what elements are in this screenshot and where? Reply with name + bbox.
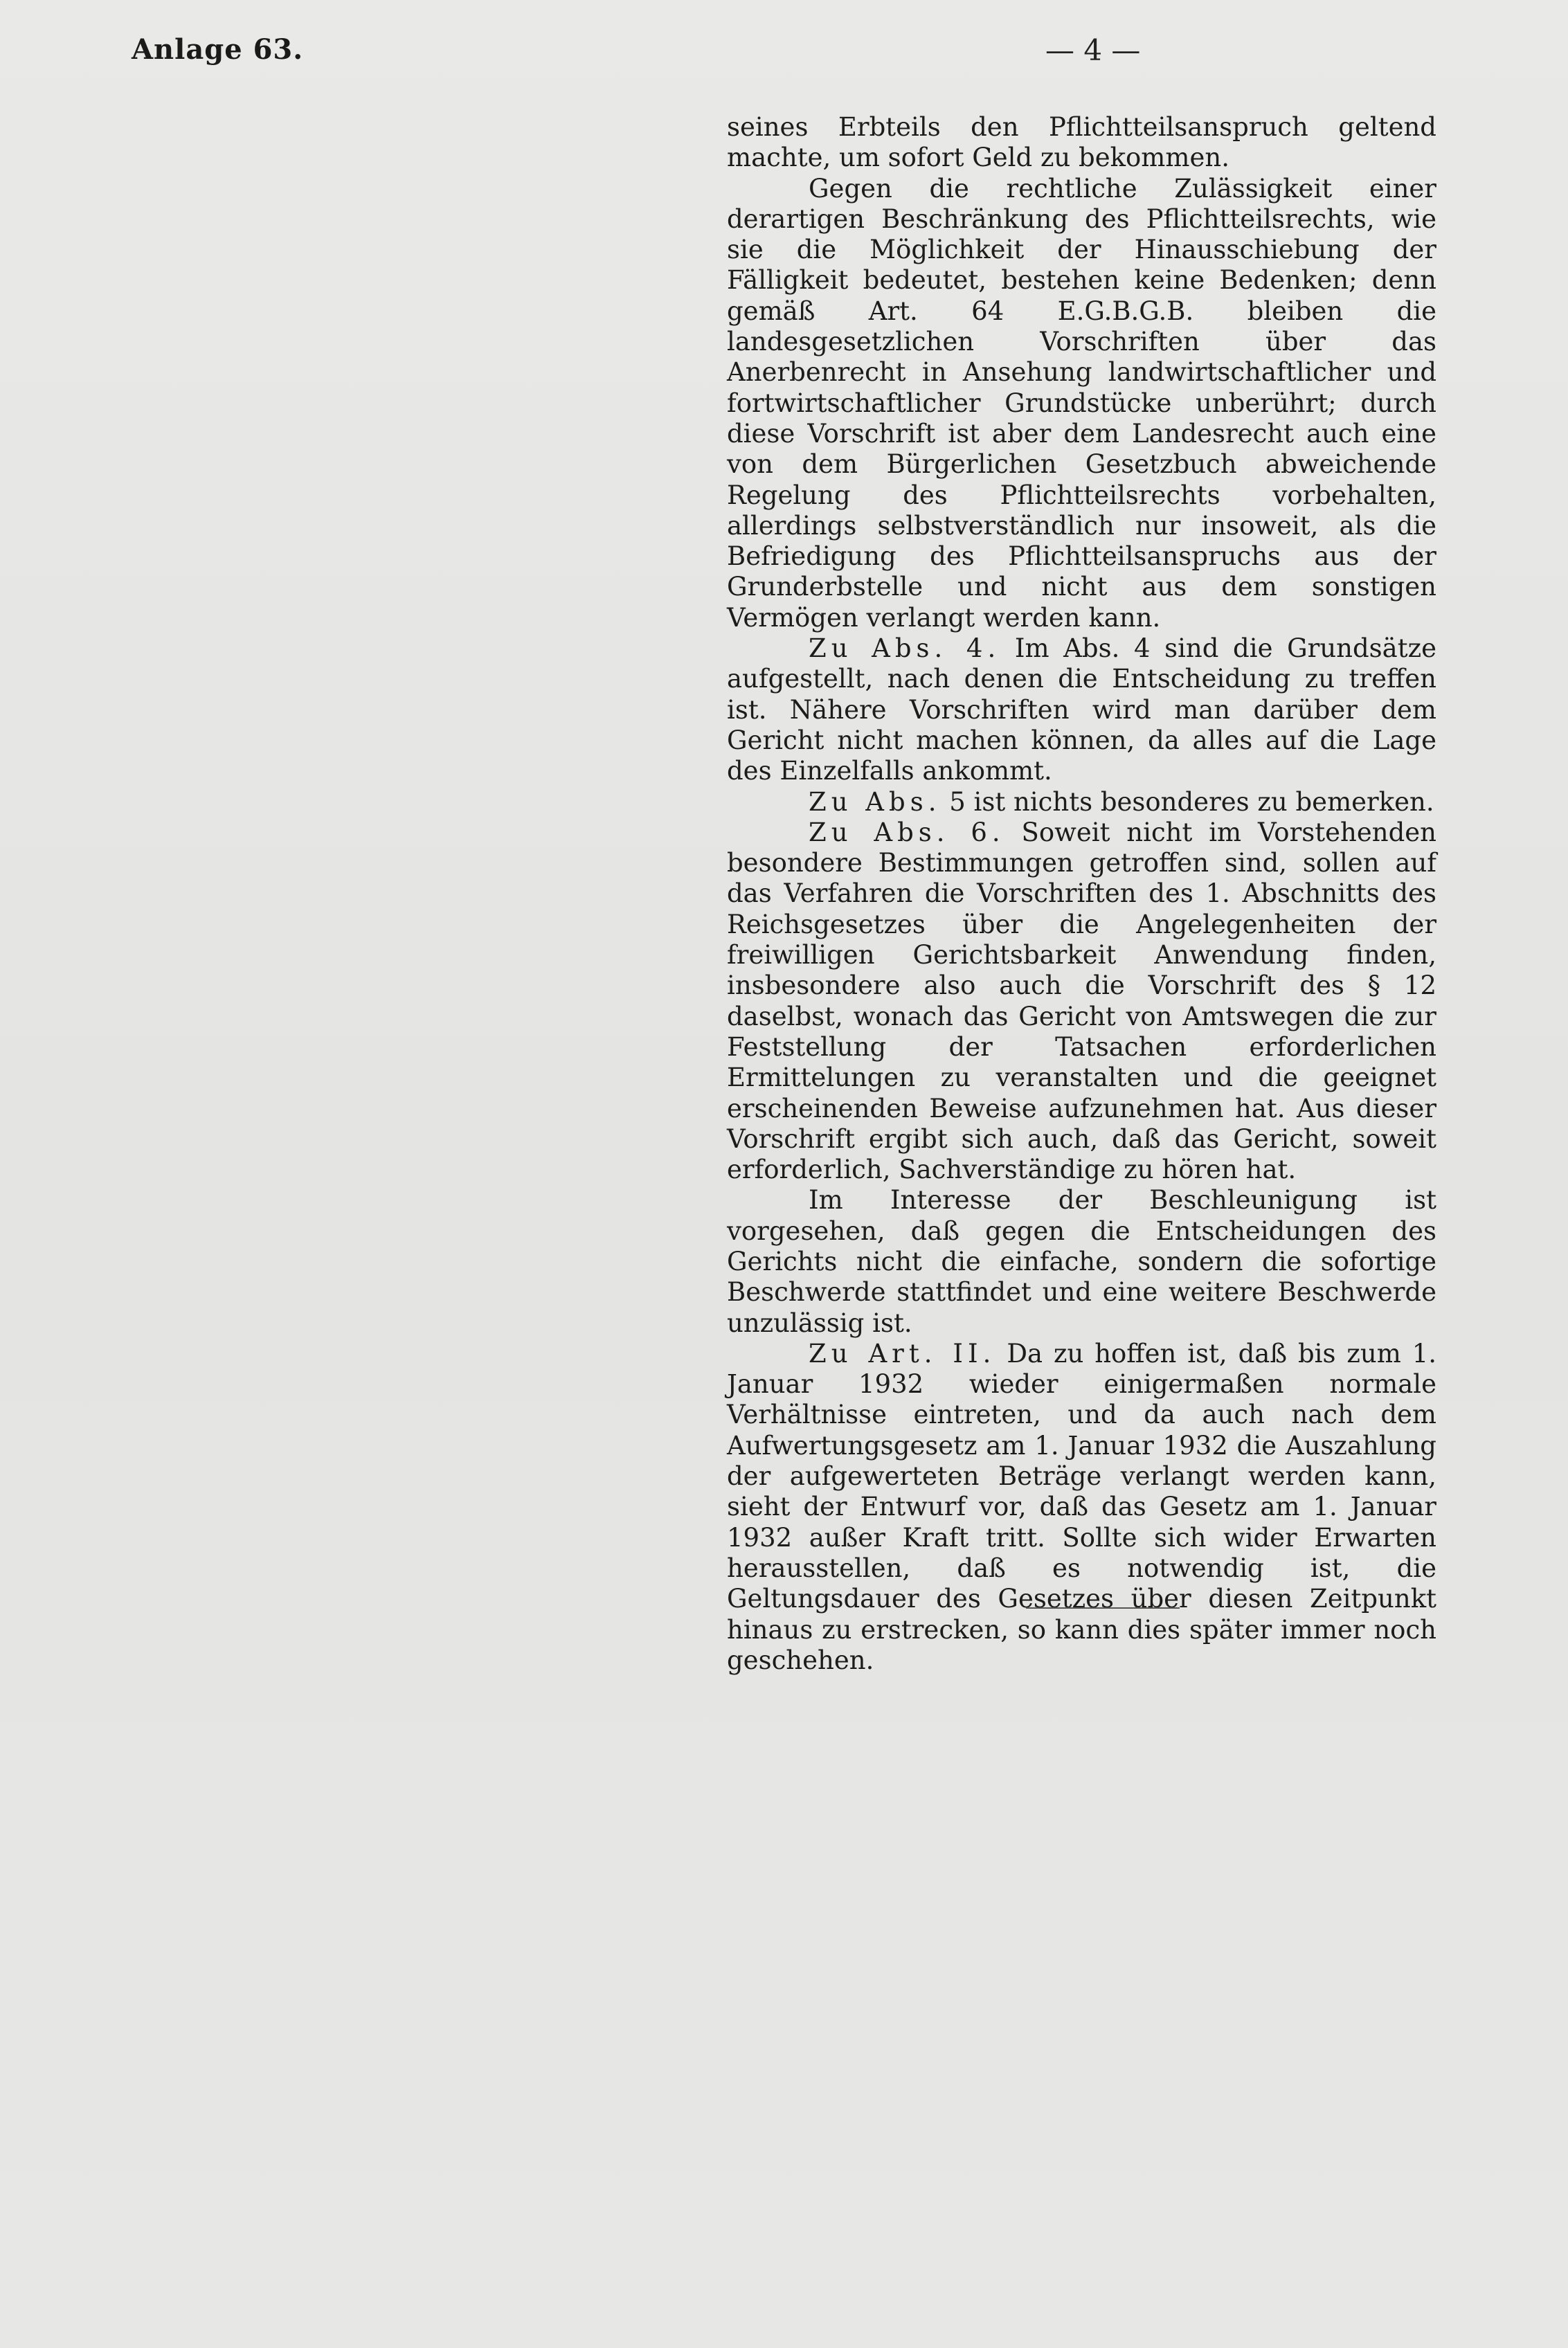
paragraph-art-2 <box>727 1339 1436 1676</box>
paragraph-text: Im Abs. 4 sind die Grundsätze aufgestellt, nach denen die Entscheidung zu treffen ist. Nähere Vorschriften wird man darüber dem Gericht nicht machen können, da alles auf die Lage des Einzelfalls ankommt. <box>727 633 1436 786</box>
paragraph-abs-4 <box>727 633 1436 786</box>
paragraph-text: seines Erbteils den Pflichtteilsanspruch geltend machte, um sofort Geld zu bekommen. <box>727 112 1436 173</box>
paragraph-text: 5 ist nichts besonderes zu bemerken. <box>941 786 1434 817</box>
annex-label: Anlage 63. <box>132 33 304 66</box>
paragraph-pflichtteil <box>727 174 1436 633</box>
section-lead: Zu Abs. <box>809 786 941 817</box>
paragraph-text: Im Interesse der Beschleunigung ist vorgesehen, daß gegen die Entscheidungen des Gerichts nicht die einfache, sondern die sofortige Beschwerde stattfindet und eine weitere Beschwerde unzulässig ist. <box>727 1185 1436 1338</box>
paragraph-text: Soweit nicht im Vorstehenden besondere Bestimmungen getroffen sind, sollen auf das Verfahren die Vorschriften des 1. Abschnitts des Reichsgesetzes über die Angelegenheiten der freiwilligen Gerichtsbarkeit Anwendung finden, insbesondere also auch die Vorschrift des § 12 daselbst, wonach das Gericht von Amtswegen die zur Feststellung der Tatsachen erforderlichen Ermittelungen zu veranstalten und die geeignet erscheinenden Beweise aufzunehmen hat. Aus dieser Vorschrift ergibt sich auch, daß das Gericht, soweit erforderlich, Sachverständige zu hören hat. <box>727 817 1436 1185</box>
page-number: — 4 — <box>1045 33 1141 67</box>
paragraph-text: Da zu hoffen ist, daß bis zum 1. Januar 1932 wieder einigermaßen normale Verhältnisse eintreten, und da auch nach dem Aufwertungsgesetz am 1. Januar 1932 die Auszahlung der aufgewerteten Beträge verlangt werden kann, sieht der Entwurf vor, daß das Gesetz am 1. Januar 1932 außer Kraft tritt. Sollte sich wider Erwarten herausstellen, daß es notwendig ist, die Geltungsdauer des Gesetzes über diesen Zeitpunkt hinaus zu erstrecken, so kann dies später immer noch geschehen. <box>727 1338 1437 1675</box>
section-lead: Zu Art. II. <box>809 1338 996 1369</box>
paragraph-text: Gegen die rechtliche Zulässigkeit einer derartigen Beschränkung des Pflichtteilsrechts, wie sie die Möglichkeit der Hinausschiebung der Fälligkeit bedeutet, bestehen keine Bedenken; denn gemäß Art. 64 E.G.B.G.B. bleiben die landesgesetzlichen Vorschriften über das Anerbenrecht in Ansehung landwirtschaftlicher und fortwirtschaftlicher Grundstücke unberührt; durch diese Vorschrift ist aber dem Landesrecht auch eine von dem Bürgerlichen Gesetzbuch abweichende Regelung des Pflichtteilsrechts vorbehalten, allerdings selbstverständlich nur insoweit, als die Befriedigung des Pflichtteilsanspruchs aus der Grunderbstelle und nicht aus dem sonstigen Vermögen verlangt werden kann. <box>727 173 1436 633</box>
paragraph-abs-5 <box>727 787 1436 818</box>
paragraph-beschleunigung <box>727 1185 1436 1338</box>
paragraph-continuation <box>727 112 1436 174</box>
paragraph-abs-6 <box>727 818 1436 1186</box>
section-lead: Zu Abs. 4. <box>809 633 1001 664</box>
text-column <box>727 112 1436 1676</box>
section-lead: Zu Abs. 6. <box>809 817 1005 847</box>
closing-rule <box>1026 1607 1180 1609</box>
